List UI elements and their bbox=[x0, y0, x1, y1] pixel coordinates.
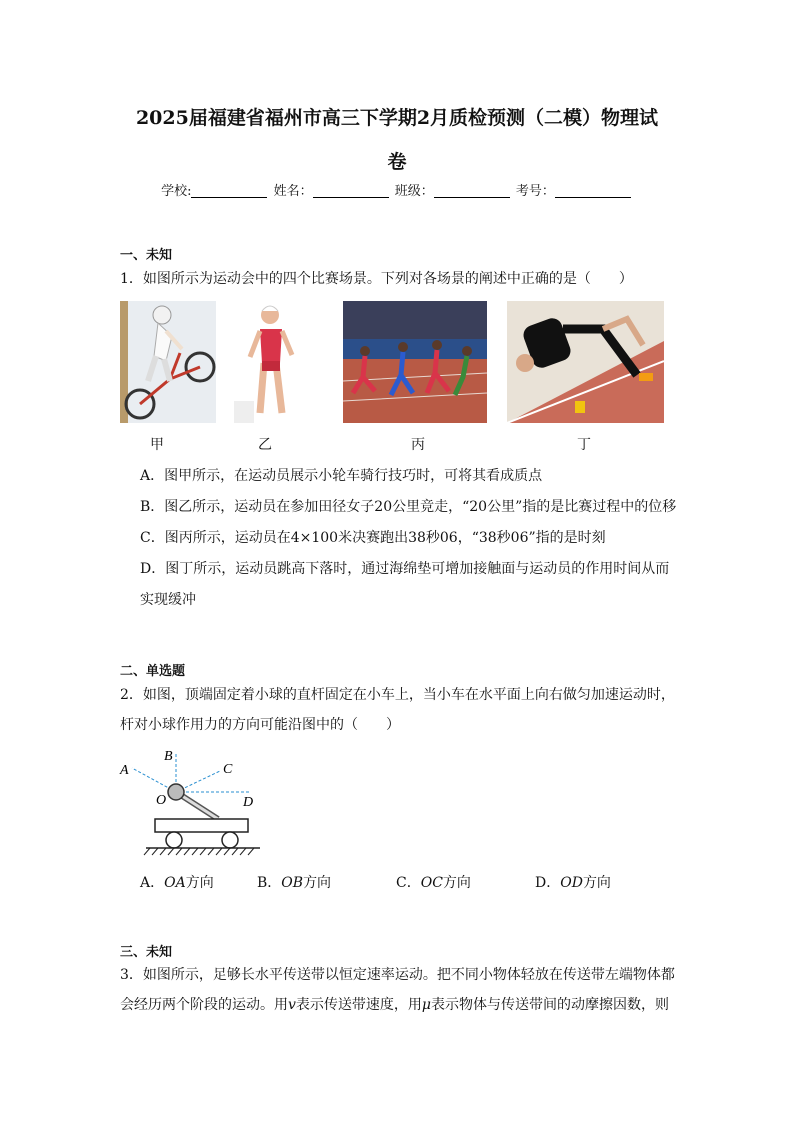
q3-var-mu: μ bbox=[421, 997, 432, 1013]
q1-option-c[interactable]: C．图丙所示，运动员在4×100米决赛跑出38秒06，“38秒06”指的是时刻 bbox=[140, 530, 606, 546]
caption-ding: 丁 bbox=[577, 437, 591, 453]
q1-option-d[interactable]: D．图丁所示，运动员跳高下落时，通过海绵垫可增加接触面与运动员的作用时间从而 bbox=[140, 561, 670, 577]
name-blank[interactable] bbox=[313, 183, 389, 198]
choice-b-suffix: 方向 bbox=[303, 875, 332, 891]
choice-a-letter: A． bbox=[140, 875, 165, 891]
label-b: B bbox=[164, 749, 173, 764]
q2-choice-c[interactable] bbox=[396, 872, 471, 892]
choice-c-var: OC bbox=[420, 875, 443, 891]
q3-text-b: 表示传送带速度，用 bbox=[295, 997, 422, 1013]
choice-b-var: OB bbox=[281, 875, 304, 891]
title-line-2: 卷 bbox=[387, 151, 407, 173]
q1-option-b[interactable]: B．图乙所示，运动员在参加田径女子20公里竞走，“20公里”指的是比赛过程中的位移 bbox=[140, 499, 677, 515]
q2-stem-line-1: 2．如图，顶端固定着小球的直杆固定在小车上，当小车在水平面上向右做匀加速运动时， bbox=[120, 687, 675, 703]
photo-high-jumper bbox=[507, 301, 664, 423]
class-blank[interactable] bbox=[434, 183, 510, 198]
q1-option-d-continued: 实现缓冲 bbox=[140, 592, 196, 608]
choice-d-suffix: 方向 bbox=[582, 875, 611, 891]
label-a: A bbox=[120, 763, 129, 778]
q3-text-a: 会经历两个阶段的运动。用 bbox=[120, 997, 288, 1013]
caption-jia: 甲 bbox=[150, 437, 164, 453]
choice-d-var: OD bbox=[560, 875, 583, 891]
section-3-heading: 三、未知 bbox=[120, 945, 173, 960]
q3-stem-line-1: 3．如图所示，足够长水平传送带以恒定速率运动。把不同小物体轻放在传送带左端物体都 bbox=[120, 967, 675, 983]
q3-var-v: v bbox=[288, 997, 296, 1013]
choice-c-letter: C． bbox=[396, 875, 421, 891]
q1-stem: 1．如图所示为运动会中的四个比赛场景。下列对各场景的阐述中正确的是（ ） bbox=[120, 271, 633, 287]
q2-choice-a[interactable] bbox=[140, 872, 214, 892]
photo-race-walker bbox=[234, 301, 308, 423]
school-blank[interactable] bbox=[191, 183, 267, 198]
exam-no-blank[interactable] bbox=[555, 183, 631, 198]
section-1-heading: 一、未知 bbox=[120, 248, 173, 263]
choice-c-suffix: 方向 bbox=[442, 875, 471, 891]
q3-text-c: 表示物体与传送带间的动摩擦因数，则 bbox=[431, 997, 670, 1013]
school-label: 学校: bbox=[161, 184, 192, 199]
choice-d-letter: D． bbox=[535, 875, 561, 891]
photo-bmx-rider bbox=[120, 301, 216, 423]
section-2-heading: 二、单选题 bbox=[120, 664, 186, 679]
label-d: D bbox=[243, 795, 254, 810]
q2-stem-line-2: 杆对小球作用力的方向可能沿图中的（ ） bbox=[120, 717, 400, 733]
class-label: 班级： bbox=[394, 184, 434, 199]
exam-no-label: 考号： bbox=[515, 184, 555, 199]
student-info-row bbox=[0, 180, 794, 199]
label-o: O bbox=[156, 793, 167, 808]
choice-a-suffix: 方向 bbox=[185, 875, 214, 891]
label-c: C bbox=[223, 762, 233, 777]
q1-option-a[interactable]: A．图甲所示，在运动员展示小轮车骑行技巧时，可将其看成质点 bbox=[140, 468, 543, 484]
choice-a-var: OA bbox=[164, 875, 186, 891]
q2-choice-d[interactable] bbox=[535, 872, 611, 892]
paper-title bbox=[100, 96, 694, 184]
choice-b-letter: B． bbox=[257, 875, 282, 891]
name-label: 姓名： bbox=[273, 184, 313, 199]
title-line-1: 2025届福建省福州市高三下学期2月质检预测（二模）物理试 bbox=[135, 107, 659, 129]
cart-rod-ball-diagram bbox=[118, 745, 268, 860]
caption-bing: 丙 bbox=[411, 437, 425, 453]
q2-choice-b[interactable] bbox=[257, 872, 331, 892]
q3-stem-line-2 bbox=[120, 990, 680, 1020]
caption-yi: 乙 bbox=[258, 437, 272, 453]
photo-relay-sprinters bbox=[343, 301, 487, 423]
